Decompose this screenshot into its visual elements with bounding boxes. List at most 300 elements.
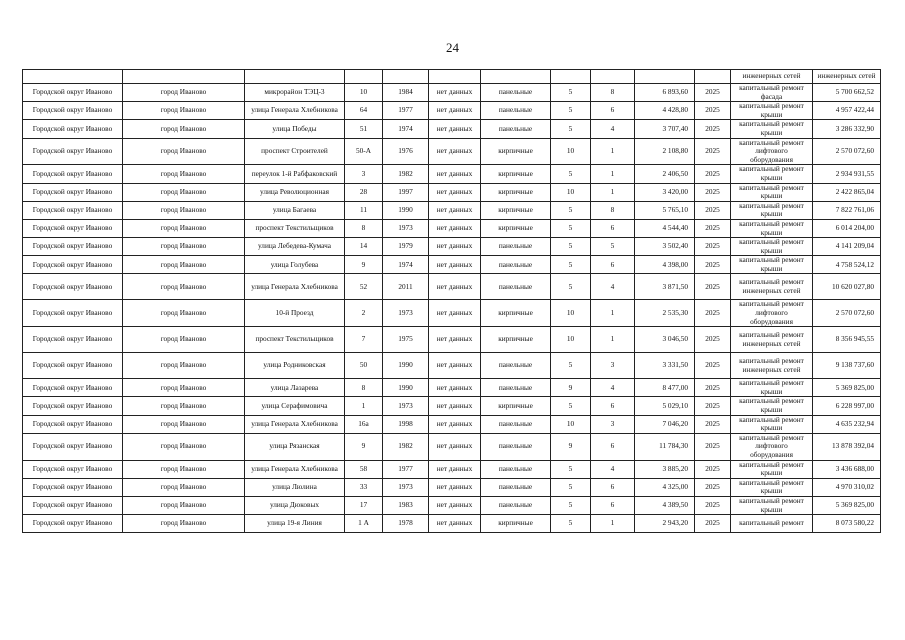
table-cell: инженерных сетей bbox=[731, 70, 813, 84]
table-cell: город Иваново bbox=[123, 327, 245, 353]
table-cell: кирпичные bbox=[481, 219, 551, 237]
table-row bbox=[23, 201, 881, 219]
table-cell: кирпичные bbox=[481, 397, 551, 415]
table-cell: капитальный ремонт лифтового оборудования bbox=[731, 300, 813, 327]
table-cell: 6 bbox=[591, 256, 635, 274]
table-cell: 3 bbox=[591, 415, 635, 433]
table-cell: панельные bbox=[481, 274, 551, 300]
table-cell: Городской округ Иваново bbox=[23, 102, 123, 120]
table-cell: 10 bbox=[551, 183, 591, 201]
table-cell: 17 bbox=[345, 496, 383, 514]
table-cell: 2025 bbox=[695, 327, 731, 353]
table-cell: 5 bbox=[551, 478, 591, 496]
table-cell: 1 bbox=[591, 515, 635, 533]
table-cell: 8 bbox=[345, 219, 383, 237]
table-cell: 6 bbox=[591, 219, 635, 237]
table-cell: 9 bbox=[345, 433, 383, 460]
table-cell: Городской округ Иваново bbox=[23, 201, 123, 219]
table-cell: город Иваново bbox=[123, 138, 245, 165]
table-cell: 2 934 931,55 bbox=[813, 165, 881, 183]
table-cell: 9 bbox=[551, 433, 591, 460]
table-cell: 28 bbox=[345, 183, 383, 201]
table-cell: 4 758 524,12 bbox=[813, 256, 881, 274]
table-cell: 1 bbox=[591, 183, 635, 201]
table-cell: 2025 bbox=[695, 397, 731, 415]
table-cell: капитальный ремонт крыши bbox=[731, 397, 813, 415]
table-cell: город Иваново bbox=[123, 433, 245, 460]
table-row bbox=[23, 165, 881, 183]
table-cell: 2011 bbox=[383, 274, 429, 300]
table-cell: 1 bbox=[345, 397, 383, 415]
table-cell: улица Победы bbox=[245, 120, 345, 138]
table-cell: 5 bbox=[551, 238, 591, 256]
table-cell: 5 369 825,00 bbox=[813, 379, 881, 397]
table-cell: 2 406,50 bbox=[635, 165, 695, 183]
table-cell: 8 bbox=[591, 201, 635, 219]
table-cell: 8 bbox=[591, 84, 635, 102]
table-cell: улица Люлина bbox=[245, 478, 345, 496]
table-cell: нет данных bbox=[429, 478, 481, 496]
table-cell: 3 331,50 bbox=[635, 353, 695, 379]
table-cell: капитальный ремонт крыши bbox=[731, 256, 813, 274]
table-cell: 1990 bbox=[383, 379, 429, 397]
table-cell bbox=[23, 70, 123, 84]
table-cell: капитальный ремонт крыши bbox=[731, 379, 813, 397]
table-cell: нет данных bbox=[429, 274, 481, 300]
table-cell: кирпичные bbox=[481, 165, 551, 183]
table-cell: 4 544,40 bbox=[635, 219, 695, 237]
table-cell: 5 bbox=[551, 219, 591, 237]
table-cell: нет данных bbox=[429, 256, 481, 274]
table-cell: капитальный ремонт крыши bbox=[731, 165, 813, 183]
table-cell: нет данных bbox=[429, 165, 481, 183]
table-row-continuation bbox=[23, 70, 881, 84]
table-cell: город Иваново bbox=[123, 238, 245, 256]
table-cell: город Иваново bbox=[123, 460, 245, 478]
table-cell: 6 bbox=[591, 397, 635, 415]
table-cell bbox=[551, 70, 591, 84]
table-cell: Городской округ Иваново bbox=[23, 515, 123, 533]
table-cell: 5 bbox=[551, 496, 591, 514]
table-cell: Городской округ Иваново bbox=[23, 84, 123, 102]
table-cell: 5 bbox=[591, 238, 635, 256]
table-row bbox=[23, 433, 881, 460]
table-cell: кирпичные bbox=[481, 515, 551, 533]
table-cell: 5 bbox=[551, 120, 591, 138]
table-cell bbox=[123, 70, 245, 84]
table-cell: Городской округ Иваново bbox=[23, 274, 123, 300]
table-cell: город Иваново bbox=[123, 515, 245, 533]
table-cell: 1 bbox=[591, 165, 635, 183]
table-cell: капитальный ремонт крыши bbox=[731, 219, 813, 237]
table-cell: 2025 bbox=[695, 460, 731, 478]
table-cell: Городской округ Иваново bbox=[23, 496, 123, 514]
table-row bbox=[23, 353, 881, 379]
table-cell: 14 bbox=[345, 238, 383, 256]
table-cell: 5 bbox=[551, 165, 591, 183]
table-cell: 8 073 580,22 bbox=[813, 515, 881, 533]
table-cell: 10-й Проезд bbox=[245, 300, 345, 327]
table-cell: 1973 bbox=[383, 300, 429, 327]
table-cell: 5 bbox=[551, 515, 591, 533]
table-cell: нет данных bbox=[429, 138, 481, 165]
table-cell: кирпичные bbox=[481, 327, 551, 353]
table-cell: панельные bbox=[481, 238, 551, 256]
table-cell: панельные bbox=[481, 460, 551, 478]
table-cell: 4 bbox=[591, 120, 635, 138]
table-cell: город Иваново bbox=[123, 353, 245, 379]
table-cell: 2025 bbox=[695, 120, 731, 138]
table-cell: панельные bbox=[481, 379, 551, 397]
table-cell: нет данных bbox=[429, 327, 481, 353]
table-cell bbox=[429, 70, 481, 84]
table-cell: город Иваново bbox=[123, 84, 245, 102]
table-cell: нет данных bbox=[429, 397, 481, 415]
table-cell: капитальный ремонт лифтового оборудования bbox=[731, 138, 813, 165]
table-cell: город Иваново bbox=[123, 256, 245, 274]
table-cell: улица Серафимовича bbox=[245, 397, 345, 415]
table-cell: Городской округ Иваново bbox=[23, 120, 123, 138]
table-cell: 9 138 737,60 bbox=[813, 353, 881, 379]
table-row bbox=[23, 327, 881, 353]
table-cell: 11 784,30 bbox=[635, 433, 695, 460]
table-cell: Городской округ Иваново bbox=[23, 238, 123, 256]
table-cell: 2 108,80 bbox=[635, 138, 695, 165]
table-cell: Городской округ Иваново bbox=[23, 397, 123, 415]
table-cell: кирпичные bbox=[481, 201, 551, 219]
table-cell: 2025 bbox=[695, 353, 731, 379]
table-cell: 1975 bbox=[383, 327, 429, 353]
table-cell: улица Генерала Хлебникова bbox=[245, 415, 345, 433]
table-cell: 1983 bbox=[383, 496, 429, 514]
table-cell: 2025 bbox=[695, 433, 731, 460]
table-cell: нет данных bbox=[429, 238, 481, 256]
table-row bbox=[23, 219, 881, 237]
table-cell: 2025 bbox=[695, 102, 731, 120]
table-cell: 1990 bbox=[383, 353, 429, 379]
table-cell bbox=[481, 70, 551, 84]
table-cell: 5 bbox=[551, 102, 591, 120]
table-cell: нет данных bbox=[429, 120, 481, 138]
table-cell: 58 bbox=[345, 460, 383, 478]
table-cell: 3 046,50 bbox=[635, 327, 695, 353]
table-cell: 1973 bbox=[383, 478, 429, 496]
table-cell: кирпичные bbox=[481, 138, 551, 165]
table-cell: 5 bbox=[551, 353, 591, 379]
table-cell: 2025 bbox=[695, 138, 731, 165]
table-cell: 7 822 761,06 bbox=[813, 201, 881, 219]
table-cell: панельные bbox=[481, 102, 551, 120]
table-cell bbox=[695, 70, 731, 84]
table-cell: 1 bbox=[591, 138, 635, 165]
table-cell: Городской округ Иваново bbox=[23, 379, 123, 397]
table-cell: 13 878 392,04 bbox=[813, 433, 881, 460]
table-cell: улица Революционная bbox=[245, 183, 345, 201]
table-cell: проспект Строителей bbox=[245, 138, 345, 165]
table-cell: город Иваново bbox=[123, 496, 245, 514]
table-cell: инженерных сетей bbox=[813, 70, 881, 84]
table-cell: 5 369 825,00 bbox=[813, 496, 881, 514]
table-cell bbox=[635, 70, 695, 84]
table-cell: 1973 bbox=[383, 219, 429, 237]
table-cell: Городской округ Иваново bbox=[23, 256, 123, 274]
table-cell: улица Багаева bbox=[245, 201, 345, 219]
table-row bbox=[23, 183, 881, 201]
table-cell: 1974 bbox=[383, 120, 429, 138]
table-cell: Городской округ Иваново bbox=[23, 165, 123, 183]
table-cell: 5 bbox=[551, 201, 591, 219]
table-cell: 2025 bbox=[695, 379, 731, 397]
table-cell: 4 428,80 bbox=[635, 102, 695, 120]
table-cell: капитальный ремонт крыши bbox=[731, 183, 813, 201]
table-cell: город Иваново bbox=[123, 274, 245, 300]
table-cell: улица Генерала Хлебникова bbox=[245, 102, 345, 120]
housing-repair-table bbox=[22, 69, 881, 533]
table-cell: 2 bbox=[345, 300, 383, 327]
table-row bbox=[23, 138, 881, 165]
table-row bbox=[23, 496, 881, 514]
table-cell: 2 570 072,60 bbox=[813, 300, 881, 327]
table-cell: нет данных bbox=[429, 201, 481, 219]
table-cell: капитальный ремонт инженерных сетей bbox=[731, 274, 813, 300]
table-cell: 1998 bbox=[383, 415, 429, 433]
table-cell: нет данных bbox=[429, 219, 481, 237]
table-cell: 4 141 209,04 bbox=[813, 238, 881, 256]
table-cell: панельные bbox=[481, 433, 551, 460]
table-cell: 2025 bbox=[695, 496, 731, 514]
table-cell: нет данных bbox=[429, 183, 481, 201]
table-row bbox=[23, 274, 881, 300]
page-number: 24 bbox=[446, 40, 459, 55]
table-cell: 8 356 945,55 bbox=[813, 327, 881, 353]
table-cell: 2025 bbox=[695, 256, 731, 274]
table-cell: город Иваново bbox=[123, 201, 245, 219]
table-cell bbox=[245, 70, 345, 84]
table-cell: улица Генерала Хлебникова bbox=[245, 274, 345, 300]
table-cell: проспект Текстильщиков bbox=[245, 327, 345, 353]
table-cell: улица Лебедева-Кумача bbox=[245, 238, 345, 256]
table-cell: 9 bbox=[345, 256, 383, 274]
table-cell: 2025 bbox=[695, 165, 731, 183]
table-cell: 2025 bbox=[695, 84, 731, 102]
table-cell: город Иваново bbox=[123, 120, 245, 138]
table-cell: панельные bbox=[481, 478, 551, 496]
table-cell: 3 bbox=[591, 353, 635, 379]
table-cell: 1 А bbox=[345, 515, 383, 533]
table-cell: кирпичные bbox=[481, 300, 551, 327]
table-cell: капитальный ремонт инженерных сетей bbox=[731, 353, 813, 379]
table-cell: 1990 bbox=[383, 201, 429, 219]
table-cell: 2025 bbox=[695, 478, 731, 496]
table-cell: капитальный ремонт инженерных сетей bbox=[731, 327, 813, 353]
table-cell: 4 970 310,02 bbox=[813, 478, 881, 496]
table-cell: Городской округ Иваново bbox=[23, 327, 123, 353]
table-cell: 16а bbox=[345, 415, 383, 433]
table-cell: микрорайон ТЭЦ-3 bbox=[245, 84, 345, 102]
table-cell: капитальный ремонт крыши bbox=[731, 201, 813, 219]
table-cell: 4 325,00 bbox=[635, 478, 695, 496]
table-cell: 52 bbox=[345, 274, 383, 300]
table-cell: 7 046,20 bbox=[635, 415, 695, 433]
table-cell: 5 bbox=[551, 397, 591, 415]
table-cell: 6 014 204,00 bbox=[813, 219, 881, 237]
table-cell: капитальный ремонт крыши bbox=[731, 102, 813, 120]
table-cell: 1 bbox=[591, 327, 635, 353]
table-cell: капитальный ремонт крыши bbox=[731, 120, 813, 138]
table-cell: 2 422 865,04 bbox=[813, 183, 881, 201]
table-cell: Городской округ Иваново bbox=[23, 478, 123, 496]
table-cell: нет данных bbox=[429, 433, 481, 460]
table-cell: нет данных bbox=[429, 102, 481, 120]
table-cell: 6 bbox=[591, 433, 635, 460]
table-cell: 1982 bbox=[383, 165, 429, 183]
table-cell: 2025 bbox=[695, 415, 731, 433]
table-cell: 1974 bbox=[383, 256, 429, 274]
table-row bbox=[23, 84, 881, 102]
table-cell: 6 bbox=[591, 478, 635, 496]
table-cell: 3 286 332,90 bbox=[813, 120, 881, 138]
table-cell: улица Рязанская bbox=[245, 433, 345, 460]
table-cell: 1978 bbox=[383, 515, 429, 533]
table-cell: 11 bbox=[345, 201, 383, 219]
table-cell: 50-А bbox=[345, 138, 383, 165]
table-cell: панельные bbox=[481, 415, 551, 433]
table-cell: город Иваново bbox=[123, 478, 245, 496]
table-row bbox=[23, 478, 881, 496]
table-cell: капитальный ремонт крыши bbox=[731, 460, 813, 478]
table-cell: город Иваново bbox=[123, 219, 245, 237]
table-cell: капитальный ремонт лифтового оборудования bbox=[731, 433, 813, 460]
table-cell: 1984 bbox=[383, 84, 429, 102]
table-cell: 4 bbox=[591, 379, 635, 397]
table-cell: 1977 bbox=[383, 460, 429, 478]
table-cell: 4 635 232,94 bbox=[813, 415, 881, 433]
table-cell: панельные bbox=[481, 353, 551, 379]
table-cell: 5 bbox=[551, 274, 591, 300]
table-cell: 8 477,00 bbox=[635, 379, 695, 397]
table-cell: 6 bbox=[591, 102, 635, 120]
table-cell: 9 bbox=[551, 379, 591, 397]
table-cell: 7 bbox=[345, 327, 383, 353]
table-cell: нет данных bbox=[429, 379, 481, 397]
table-cell: Городской округ Иваново bbox=[23, 433, 123, 460]
table-cell: капитальный ремонт крыши bbox=[731, 478, 813, 496]
table-cell: 2025 bbox=[695, 201, 731, 219]
table-cell: нет данных bbox=[429, 460, 481, 478]
table-cell: проспект Текстильщиков bbox=[245, 219, 345, 237]
table-cell bbox=[383, 70, 429, 84]
table-cell: нет данных bbox=[429, 353, 481, 379]
table-cell: нет данных bbox=[429, 515, 481, 533]
table-cell: 4 bbox=[591, 460, 635, 478]
table-cell: 6 893,60 bbox=[635, 84, 695, 102]
table-cell: Городской округ Иваново bbox=[23, 138, 123, 165]
table-cell: капитальный ремонт bbox=[731, 515, 813, 533]
table-cell: переулок 1-й Рабфаковский bbox=[245, 165, 345, 183]
table-cell: 2 943,20 bbox=[635, 515, 695, 533]
table-cell: панельные bbox=[481, 84, 551, 102]
table-cell: 2 570 072,60 bbox=[813, 138, 881, 165]
table-cell: 10 bbox=[551, 300, 591, 327]
table-cell bbox=[345, 70, 383, 84]
table-cell: 2 535,30 bbox=[635, 300, 695, 327]
table-cell: город Иваново bbox=[123, 102, 245, 120]
table-cell: 5 bbox=[551, 460, 591, 478]
table-cell: 10 bbox=[551, 327, 591, 353]
table-cell bbox=[591, 70, 635, 84]
table-row bbox=[23, 238, 881, 256]
table-cell: 1979 bbox=[383, 238, 429, 256]
table-cell: 1 bbox=[591, 300, 635, 327]
table-row bbox=[23, 102, 881, 120]
table-cell: капитальный ремонт крыши bbox=[731, 415, 813, 433]
table-row bbox=[23, 256, 881, 274]
table-cell: 5 bbox=[551, 256, 591, 274]
table-cell: улица Родниковская bbox=[245, 353, 345, 379]
table-cell: 6 228 997,00 bbox=[813, 397, 881, 415]
table-cell: 1982 bbox=[383, 433, 429, 460]
table-cell: 4 398,00 bbox=[635, 256, 695, 274]
table-cell: 2025 bbox=[695, 300, 731, 327]
table-cell: 10 bbox=[551, 138, 591, 165]
table-cell: 33 bbox=[345, 478, 383, 496]
table-cell: город Иваново bbox=[123, 415, 245, 433]
table-cell: 3 420,00 bbox=[635, 183, 695, 201]
table-cell: нет данных bbox=[429, 300, 481, 327]
table-cell: панельные bbox=[481, 120, 551, 138]
table-cell: 10 620 027,80 bbox=[813, 274, 881, 300]
table-cell: нет данных bbox=[429, 415, 481, 433]
table-cell: Городской округ Иваново bbox=[23, 415, 123, 433]
table-cell: 4 bbox=[591, 274, 635, 300]
table-cell: 6 bbox=[591, 496, 635, 514]
table-cell: Городской округ Иваново bbox=[23, 219, 123, 237]
table-cell: панельные bbox=[481, 496, 551, 514]
table-cell: нет данных bbox=[429, 84, 481, 102]
table-cell: 3 885,20 bbox=[635, 460, 695, 478]
table-cell: капитальный ремонт фасада bbox=[731, 84, 813, 102]
table-row bbox=[23, 415, 881, 433]
table-cell: 2025 bbox=[695, 183, 731, 201]
table-cell: Городской округ Иваново bbox=[23, 460, 123, 478]
table-cell: Городской округ Иваново bbox=[23, 300, 123, 327]
table-cell: 8 bbox=[345, 379, 383, 397]
table-cell: улица Дюковых bbox=[245, 496, 345, 514]
table-cell: нет данных bbox=[429, 496, 481, 514]
table-cell: 1973 bbox=[383, 397, 429, 415]
table-cell: 2025 bbox=[695, 515, 731, 533]
table-row bbox=[23, 515, 881, 533]
table-cell: капитальный ремонт крыши bbox=[731, 238, 813, 256]
table-row bbox=[23, 397, 881, 415]
table-cell: 64 bbox=[345, 102, 383, 120]
table-cell: 4 389,50 bbox=[635, 496, 695, 514]
table-cell: 5 700 662,52 bbox=[813, 84, 881, 102]
table-row bbox=[23, 379, 881, 397]
table-cell: улица Генерала Хлебникова bbox=[245, 460, 345, 478]
table-cell: 3 bbox=[345, 165, 383, 183]
table-cell: 5 765,10 bbox=[635, 201, 695, 219]
table-cell: город Иваново bbox=[123, 397, 245, 415]
table-cell: 2025 bbox=[695, 274, 731, 300]
table-cell: Городской округ Иваново bbox=[23, 353, 123, 379]
table-cell: 1997 bbox=[383, 183, 429, 201]
table-cell: 51 bbox=[345, 120, 383, 138]
table-cell: панельные bbox=[481, 256, 551, 274]
table-cell: 10 bbox=[345, 84, 383, 102]
table-cell: кирпичные bbox=[481, 183, 551, 201]
table-cell: 50 bbox=[345, 353, 383, 379]
